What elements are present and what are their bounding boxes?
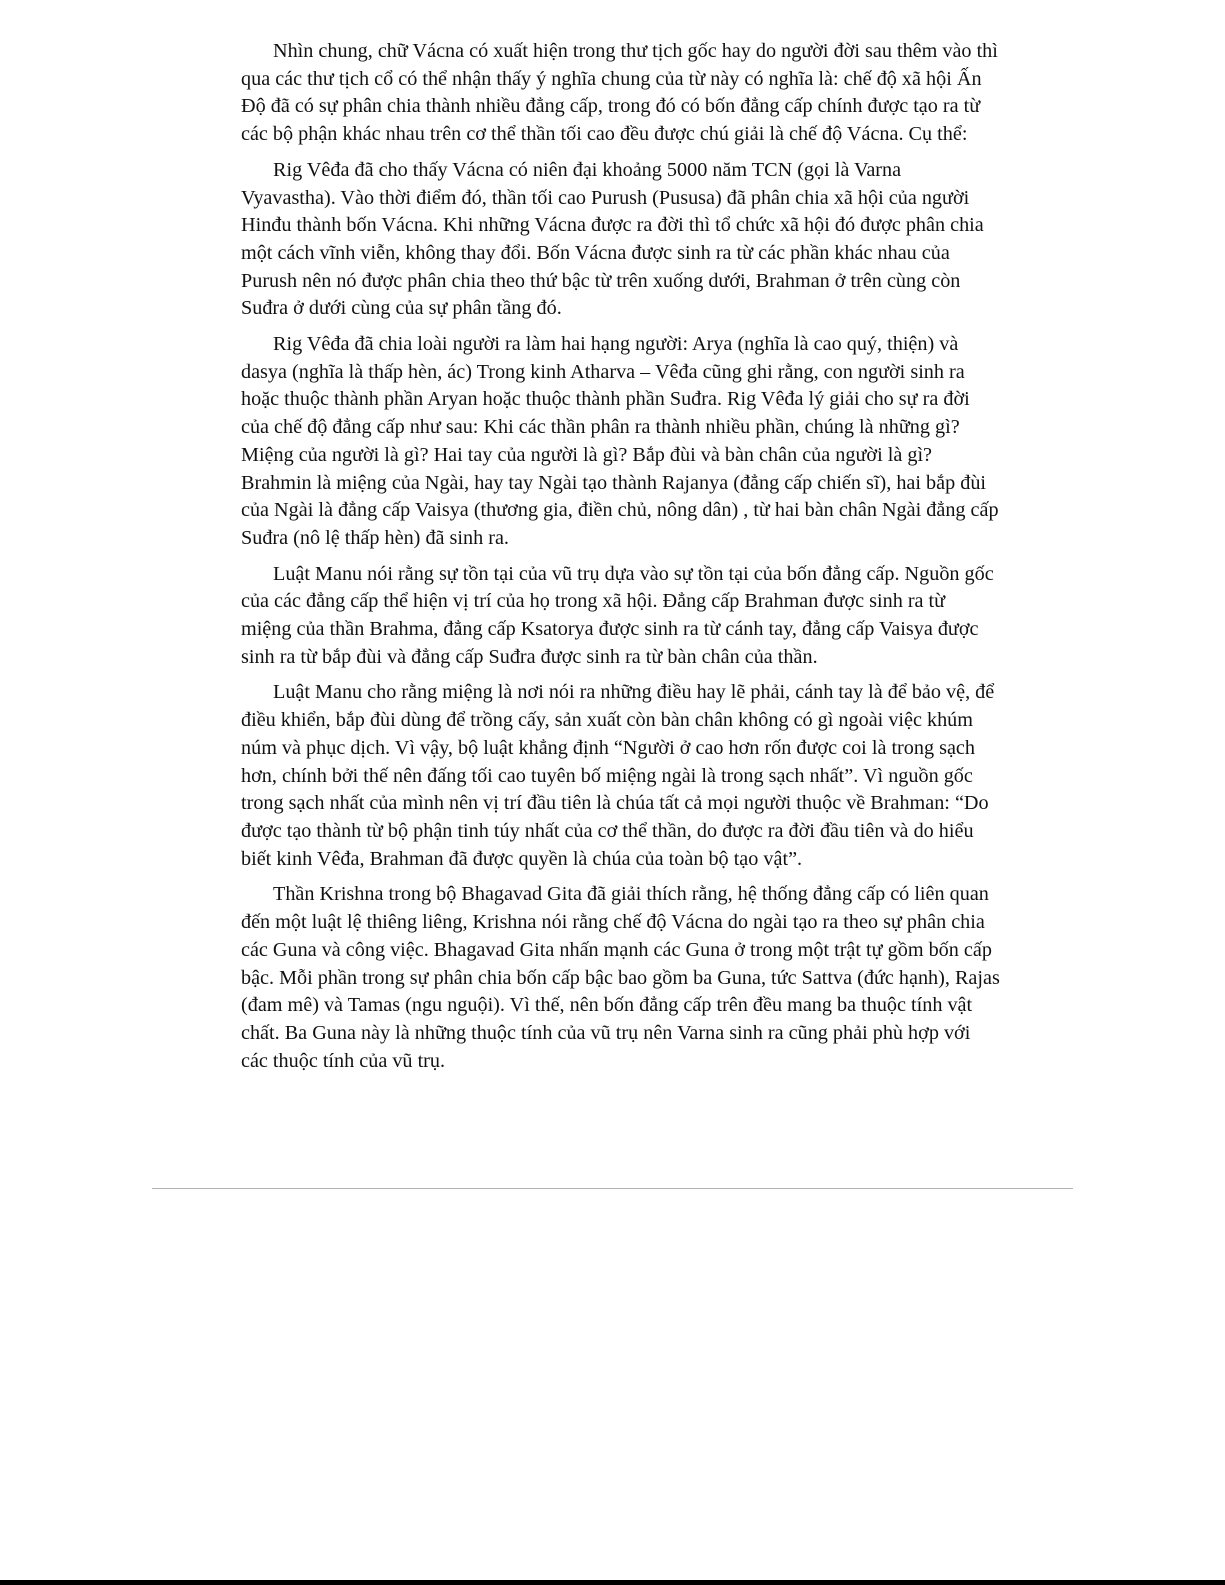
page-body <box>241 38 1000 1083</box>
paragraph-6: Thần Krishna trong bộ Bhagavad Gita đã giải thích rằng, hệ thống đẳng cấp có liên quan đến một luật lệ thiêng liêng, Krishna nói rằng chế độ Vácna do ngài tạo ra theo sự phân chia các Guna và công việc. Bhagavad Gita nhấn mạnh các Guna ở trong một trật tự gồm bốn cấp bậc. Mỗi phần trong sự phân chia bốn cấp bậc bao gồm ba Guna, tức Sattva (đức hạnh), Rajas (đam mê) và Tamas (ngu nguội). Vì thế, nên bốn đẳng cấp trên đều mang ba thuộc tính vật chất. Ba Guna này là những thuộc tính của vũ trụ nên Varna sinh ra cũng phải phù hợp với các thuộc tính của vũ trụ. <box>241 883 1000 1072</box>
paragraph-2: Rig Vêđa đã cho thấy Vácna có niên đại khoảng 5000 năm TCN (gọi là Varna Vyavastha). Vào thời điểm đó, thần tối cao Purush (Pususa) đã phân chia xã hội của người Hinđu thành bốn Vácna. Khi những Vácna được ra đời thì tổ chức xã hội đó được phân chia một cách vĩnh viễn, không thay đổi. Bốn Vácna được sinh ra từ các phần khác nhau của Purush nên nó được phân chia theo thứ bậc từ trên xuống dưới, Brahman ở trên cùng còn Suđra ở dưới cùng của sự phân tầng đó. <box>241 158 984 320</box>
paragraph-1: Nhìn chung, chữ Vácna có xuất hiện trong thư tịch gốc hay do người đời sau thêm vào thì qua các thư tịch cổ có thể nhận thấy ý nghĩa chung của từ này có nghĩa là: chế độ xã hội Ấn Độ đã có sự phân chia thành nhiều đẳng cấp, trong đó có bốn đẳng cấp chính được tạo ra từ các bộ phận khác nhau trên cơ thể thần tối cao đều được chú giải là chế độ Vácna. Cụ thể: <box>241 40 998 146</box>
paragraph-5: Luật Manu cho rằng miệng là nơi nói ra những điều hay lẽ phải, cánh tay là để bảo vệ, để điều khiển, bắp đùi dùng để trồng cấy, sản xuất còn bàn chân không có gì ngoài việc khúm núm và phục dịch. Vì vậy, bộ luật khẳng định “Người ở cao hơn rốn được coi là trong sạch hơn, chính bởi thế nên đấng tối cao tuyên bố miệng ngài là trong sạch nhất”. Vì nguồn gốc trong sạch nhất của mình nên vị trí đầu tiên là chúa tất cả mọi người thuộc về Brahman: “Do được tạo thành từ bộ phận tinh túy nhất của cơ thể thần, do được ra đời đầu tiên và do hiểu biết kinh Vêđa, Brahman đã được quyền là chúa của toàn bộ tạo vật”. <box>241 681 995 870</box>
page-divider <box>152 1188 1073 1189</box>
paragraph-3: Rig Vêđa đã chia loài người ra làm hai hạng người: Arya (nghĩa là cao quý, thiện) và dasya (nghĩa là thấp hèn, ác) Trong kinh Atharva – Vêđa cũng ghi rằng, con người sinh ra hoặc thuộc thành phần Aryan hoặc thuộc thành phần Suđra. Rig Vêđa lý giải cho sự ra đời của chế độ đẳng cấp như sau: Khi các thần phân ra thành nhiều phần, chúng là những gì? Miệng của người là gì? Hai tay của người là gì? Bắp đùi và bàn chân của người là gì? Brahmin là miệng của Ngài, hay tay Ngài tạo thành Rajanya (đẳng cấp chiến sĩ), hai bắp đùi của Ngài là đẳng cấp Vaisya (thương gia, điền chủ, nông dân) , từ hai bàn chân Ngài đẳng cấp Suđra (nô lệ thấp hèn) đã sinh ra. <box>241 333 999 549</box>
page-bottom-edge <box>0 1580 1225 1585</box>
paragraph-4: Luật Manu nói rằng sự tồn tại của vũ trụ dựa vào sự tồn tại của bốn đẳng cấp. Nguồn gốc của các đẳng cấp thể hiện vị trí của họ trong xã hội. Đẳng cấp Brahman được sinh ra từ miệng của thần Brahma, đẳng cấp Ksatorya được sinh ra từ cánh tay, đẳng cấp Vaisya được sinh ra từ bắp đùi và đẳng cấp Suđra được sinh ra từ bàn chân của thần. <box>241 562 994 668</box>
